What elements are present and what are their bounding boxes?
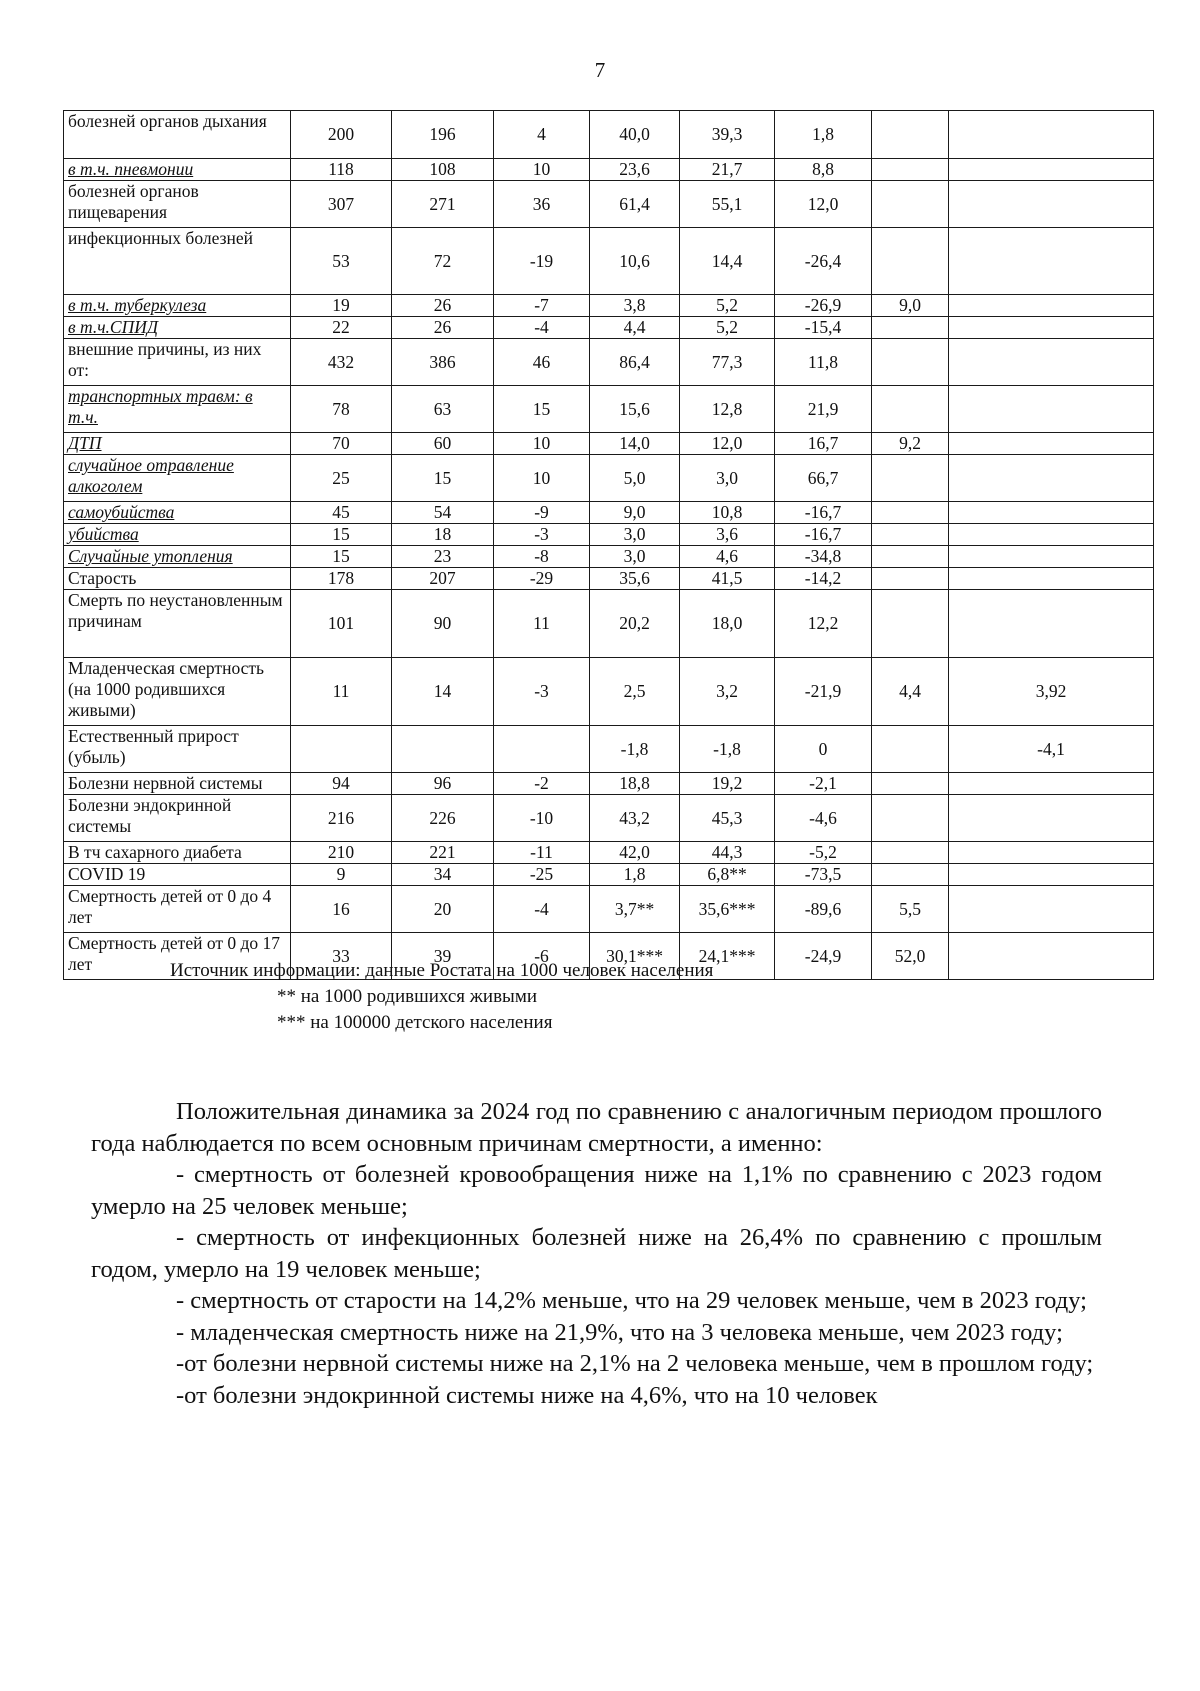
table-row	[64, 111, 1154, 159]
table-cell	[872, 864, 949, 886]
row-label: Смерть по неустановленным причинам	[64, 590, 291, 658]
table-cell: 18	[392, 524, 494, 546]
table-cell	[494, 726, 590, 773]
table-cell: 207	[392, 568, 494, 590]
row-label: болезней органов пищеварения	[64, 181, 291, 228]
table-row	[64, 864, 1154, 886]
table-cell: 14,4	[680, 228, 775, 295]
table-cell: 19,2	[680, 773, 775, 795]
table-cell: 200	[291, 111, 392, 159]
table-cell: 178	[291, 568, 392, 590]
bullet-item: - младенческая смертность ниже на 21,9%, что на 3 человека меньше, чем 2023 году;	[176, 1318, 1063, 1346]
table-cell	[872, 502, 949, 524]
bullet-item: - смертность от болезней кровообращения ниже на 1,1% по сравнению с 2023 годом умерло на 25 человек меньше;	[91, 1161, 1102, 1220]
table-cell	[872, 228, 949, 295]
table-cell: 5,2	[680, 317, 775, 339]
table-cell: 15	[494, 386, 590, 433]
table-cell: 9	[291, 864, 392, 886]
table-cell: 15	[291, 546, 392, 568]
table-row	[64, 524, 1154, 546]
table-cell: 3,8	[590, 295, 680, 317]
table-cell	[949, 386, 1154, 433]
table-cell	[949, 842, 1154, 864]
table-cell: 2,5	[590, 658, 680, 726]
table-cell	[872, 546, 949, 568]
row-label: Случайные утопления	[64, 546, 291, 568]
table-cell: 216	[291, 795, 392, 842]
footnote-births: ** на 1000 родившихся живыми	[277, 986, 538, 1007]
table-cell: 39,3	[680, 111, 775, 159]
table-cell: -2	[494, 773, 590, 795]
table-cell: 271	[392, 181, 494, 228]
table-cell: 53	[291, 228, 392, 295]
table-row	[64, 568, 1154, 590]
table-cell: 15	[392, 455, 494, 502]
table-cell: 20,2	[590, 590, 680, 658]
table-row	[64, 295, 1154, 317]
table-row	[64, 658, 1154, 726]
table-cell: 44,3	[680, 842, 775, 864]
table-cell	[392, 726, 494, 773]
table-cell: 54	[392, 502, 494, 524]
table-cell: 60	[392, 433, 494, 455]
table-cell: 18,0	[680, 590, 775, 658]
table-cell: 15,6	[590, 386, 680, 433]
table-cell: 35,6***	[680, 886, 775, 933]
table-cell	[872, 590, 949, 658]
table-cell: -3	[494, 524, 590, 546]
table-cell: 196	[392, 111, 494, 159]
bullet-item: -от болезни эндокринной системы ниже на 4,6%, что на 10 человек	[176, 1381, 878, 1409]
table-cell: -21,9	[775, 658, 872, 726]
table-cell: 36	[494, 181, 590, 228]
table-cell: 6,8**	[680, 864, 775, 886]
table-cell	[872, 159, 949, 181]
table-cell: 30,1***	[590, 933, 680, 980]
table-cell: -14,2	[775, 568, 872, 590]
table-cell: -8	[494, 546, 590, 568]
page-number: 7	[594, 58, 606, 82]
source-note: Источник информации: данные Ростата на 1000 человек населения	[170, 960, 714, 981]
table-row	[64, 433, 1154, 455]
table-row	[64, 842, 1154, 864]
table-cell: 1,8	[590, 864, 680, 886]
table-cell	[872, 773, 949, 795]
row-label: в т.ч.СПИД	[64, 317, 291, 339]
table-cell: 14	[392, 658, 494, 726]
table-cell: 5,5	[872, 886, 949, 933]
row-label: Естественный прирост (убыль)	[64, 726, 291, 773]
table-row	[64, 455, 1154, 502]
table-cell: 4	[494, 111, 590, 159]
row-label: в т.ч. пневмонии	[64, 159, 291, 181]
table-cell: 9,0	[590, 502, 680, 524]
table-cell: -26,4	[775, 228, 872, 295]
table-cell: 42,0	[590, 842, 680, 864]
table-cell: 10	[494, 433, 590, 455]
table-cell: 45,3	[680, 795, 775, 842]
table-cell: 61,4	[590, 181, 680, 228]
table-cell	[872, 339, 949, 386]
table-cell: -1,8	[680, 726, 775, 773]
row-label: COVID 19	[64, 864, 291, 886]
table-cell: 101	[291, 590, 392, 658]
table-cell: 23	[392, 546, 494, 568]
table-cell: -6	[494, 933, 590, 980]
table-cell	[872, 795, 949, 842]
table-cell	[291, 726, 392, 773]
table-cell: 1,8	[775, 111, 872, 159]
table-cell: 8,8	[775, 159, 872, 181]
table-cell: -10	[494, 795, 590, 842]
table-cell: 3,0	[590, 546, 680, 568]
table-cell: -26,9	[775, 295, 872, 317]
table-cell: -4,1	[949, 726, 1154, 773]
table-cell: -73,5	[775, 864, 872, 886]
table-row	[64, 159, 1154, 181]
table-cell	[949, 317, 1154, 339]
table-cell: 5,2	[680, 295, 775, 317]
footnote-children: *** на 100000 детского населения	[277, 1012, 553, 1033]
table-cell: 34	[392, 864, 494, 886]
table-cell: -3	[494, 658, 590, 726]
table-cell: 16,7	[775, 433, 872, 455]
table-cell: 11	[291, 658, 392, 726]
table-cell	[872, 317, 949, 339]
table-cell: -24,9	[775, 933, 872, 980]
table-row	[64, 181, 1154, 228]
table-cell: 23,6	[590, 159, 680, 181]
table-cell	[949, 111, 1154, 159]
table-cell	[949, 433, 1154, 455]
table-cell	[949, 159, 1154, 181]
table-cell	[872, 111, 949, 159]
table-cell: 3,92	[949, 658, 1154, 726]
table-cell	[949, 864, 1154, 886]
body-text	[91, 1096, 1102, 1411]
table-cell	[949, 886, 1154, 933]
table-cell	[872, 455, 949, 502]
table-cell: 66,7	[775, 455, 872, 502]
table-cell: 86,4	[590, 339, 680, 386]
row-label: Старость	[64, 568, 291, 590]
table-row	[64, 502, 1154, 524]
row-label: болезней органов дыхания	[64, 111, 291, 159]
table-cell: 15	[291, 524, 392, 546]
row-label: инфекционных болезней	[64, 228, 291, 295]
row-label: транспортных травм: в т.ч.	[64, 386, 291, 433]
table-cell: 221	[392, 842, 494, 864]
table-cell: 4,4	[872, 658, 949, 726]
table-cell: 9,2	[872, 433, 949, 455]
table-cell	[872, 524, 949, 546]
table-cell: 46	[494, 339, 590, 386]
table-row	[64, 726, 1154, 773]
table-row	[64, 590, 1154, 658]
table-cell: 45	[291, 502, 392, 524]
table-cell: 5,0	[590, 455, 680, 502]
table-cell: -89,6	[775, 886, 872, 933]
row-label: В тч сахарного диабета	[64, 842, 291, 864]
table-cell: 35,6	[590, 568, 680, 590]
table-cell: 11	[494, 590, 590, 658]
table-cell	[949, 546, 1154, 568]
table-cell: -34,8	[775, 546, 872, 568]
row-label: Смертность детей от 0 до 4 лет	[64, 886, 291, 933]
table-cell: 40,0	[590, 111, 680, 159]
table-cell: 10,8	[680, 502, 775, 524]
table-cell: 24,1***	[680, 933, 775, 980]
table-cell: 3,0	[680, 455, 775, 502]
table-cell: 16	[291, 886, 392, 933]
table-cell: 3,2	[680, 658, 775, 726]
table-cell: 20	[392, 886, 494, 933]
table-cell: 63	[392, 386, 494, 433]
table-cell	[949, 590, 1154, 658]
row-label: случайное отравление алкоголем	[64, 455, 291, 502]
table-cell: -1,8	[590, 726, 680, 773]
table-cell: -16,7	[775, 524, 872, 546]
table-row	[64, 795, 1154, 842]
table-cell: 432	[291, 339, 392, 386]
table-cell: 19	[291, 295, 392, 317]
table-cell	[949, 773, 1154, 795]
table-cell: 12,0	[775, 181, 872, 228]
row-label: убийства	[64, 524, 291, 546]
table-row	[64, 546, 1154, 568]
table-cell: -2,1	[775, 773, 872, 795]
table-cell: 4,6	[680, 546, 775, 568]
table-cell: -11	[494, 842, 590, 864]
table-cell: 3,7**	[590, 886, 680, 933]
table-cell	[949, 524, 1154, 546]
table-cell	[949, 228, 1154, 295]
table-cell: 10	[494, 455, 590, 502]
table-cell	[949, 295, 1154, 317]
table-row	[64, 886, 1154, 933]
table-cell: 3,6	[680, 524, 775, 546]
table-cell: 18,8	[590, 773, 680, 795]
table-cell	[872, 181, 949, 228]
table-cell: 33	[291, 933, 392, 980]
table-cell: 226	[392, 795, 494, 842]
table-row	[64, 386, 1154, 433]
table-row	[64, 228, 1154, 295]
table-cell: 70	[291, 433, 392, 455]
table-cell: -4	[494, 317, 590, 339]
table-cell: 14,0	[590, 433, 680, 455]
table-cell: -4,6	[775, 795, 872, 842]
table-cell	[949, 795, 1154, 842]
table-cell: -19	[494, 228, 590, 295]
table-cell	[949, 502, 1154, 524]
table-cell: 39	[392, 933, 494, 980]
table-cell	[872, 386, 949, 433]
table-cell: 72	[392, 228, 494, 295]
table-cell: 21,9	[775, 386, 872, 433]
table-cell: 3,0	[590, 524, 680, 546]
row-label: Смертность детей от 0 до 17 лет	[64, 933, 291, 980]
table-cell: 78	[291, 386, 392, 433]
table-cell	[872, 726, 949, 773]
table-cell: 43,2	[590, 795, 680, 842]
table-cell: -25	[494, 864, 590, 886]
table-cell	[872, 568, 949, 590]
table-cell: 12,8	[680, 386, 775, 433]
mortality-table	[63, 110, 1154, 980]
table-row	[64, 317, 1154, 339]
table-cell	[949, 455, 1154, 502]
table-cell: 41,5	[680, 568, 775, 590]
table-row	[64, 773, 1154, 795]
table-cell: -4	[494, 886, 590, 933]
table-cell: 11,8	[775, 339, 872, 386]
table-cell: 108	[392, 159, 494, 181]
row-label: Болезни нервной системы	[64, 773, 291, 795]
table-cell	[949, 339, 1154, 386]
table-cell: 4,4	[590, 317, 680, 339]
table-cell: 55,1	[680, 181, 775, 228]
table-cell: -9	[494, 502, 590, 524]
intro-paragraph: Положительная динамика за 2024 год по сравнению с аналогичным периодом прошлого года наблюдается по всем основным причинам смертности, а именно:	[91, 1098, 1102, 1157]
table-cell: 90	[392, 590, 494, 658]
table-cell: 52,0	[872, 933, 949, 980]
table-cell: 12,0	[680, 433, 775, 455]
row-label: ДТП	[64, 433, 291, 455]
table-cell: 307	[291, 181, 392, 228]
table-cell: -5,2	[775, 842, 872, 864]
table-cell: -29	[494, 568, 590, 590]
table-cell: 9,0	[872, 295, 949, 317]
table-cell	[949, 568, 1154, 590]
table-cell: 26	[392, 317, 494, 339]
table-cell: -16,7	[775, 502, 872, 524]
table-cell: 386	[392, 339, 494, 386]
table-cell: 210	[291, 842, 392, 864]
row-label: Болезни эндокринной системы	[64, 795, 291, 842]
table-body	[64, 111, 1154, 980]
table-cell: 10,6	[590, 228, 680, 295]
table-cell: 94	[291, 773, 392, 795]
table-cell: -15,4	[775, 317, 872, 339]
bullet-item: -от болезни нервной системы ниже на 2,1% на 2 человека меньше, чем в прошлом году;	[176, 1350, 1094, 1377]
table-cell: 22	[291, 317, 392, 339]
table-cell: 118	[291, 159, 392, 181]
row-label: внешние причины, из них от:	[64, 339, 291, 386]
table-cell	[872, 842, 949, 864]
table-cell: 12,2	[775, 590, 872, 658]
table-cell: 0	[775, 726, 872, 773]
row-label: Младенческая смертность (на 1000 родившихся живыми)	[64, 658, 291, 726]
table-row	[64, 339, 1154, 386]
bullet-item: - смертность от старости на 14,2% меньше, что на 29 человек меньше, чем в 2023 году;	[176, 1287, 1087, 1314]
row-label: самоубийства	[64, 502, 291, 524]
table-cell	[949, 181, 1154, 228]
table-cell: 96	[392, 773, 494, 795]
table-cell: 25	[291, 455, 392, 502]
table-cell: -7	[494, 295, 590, 317]
table-cell: 77,3	[680, 339, 775, 386]
bullet-item: - смертность от инфекционных болезней ниже на 26,4% по сравнению с прошлым годом, умерло на 19 человек меньше;	[91, 1224, 1102, 1283]
row-label: в т.ч. туберкулеза	[64, 295, 291, 317]
table-cell: 26	[392, 295, 494, 317]
table-cell: 10	[494, 159, 590, 181]
table-cell: 21,7	[680, 159, 775, 181]
